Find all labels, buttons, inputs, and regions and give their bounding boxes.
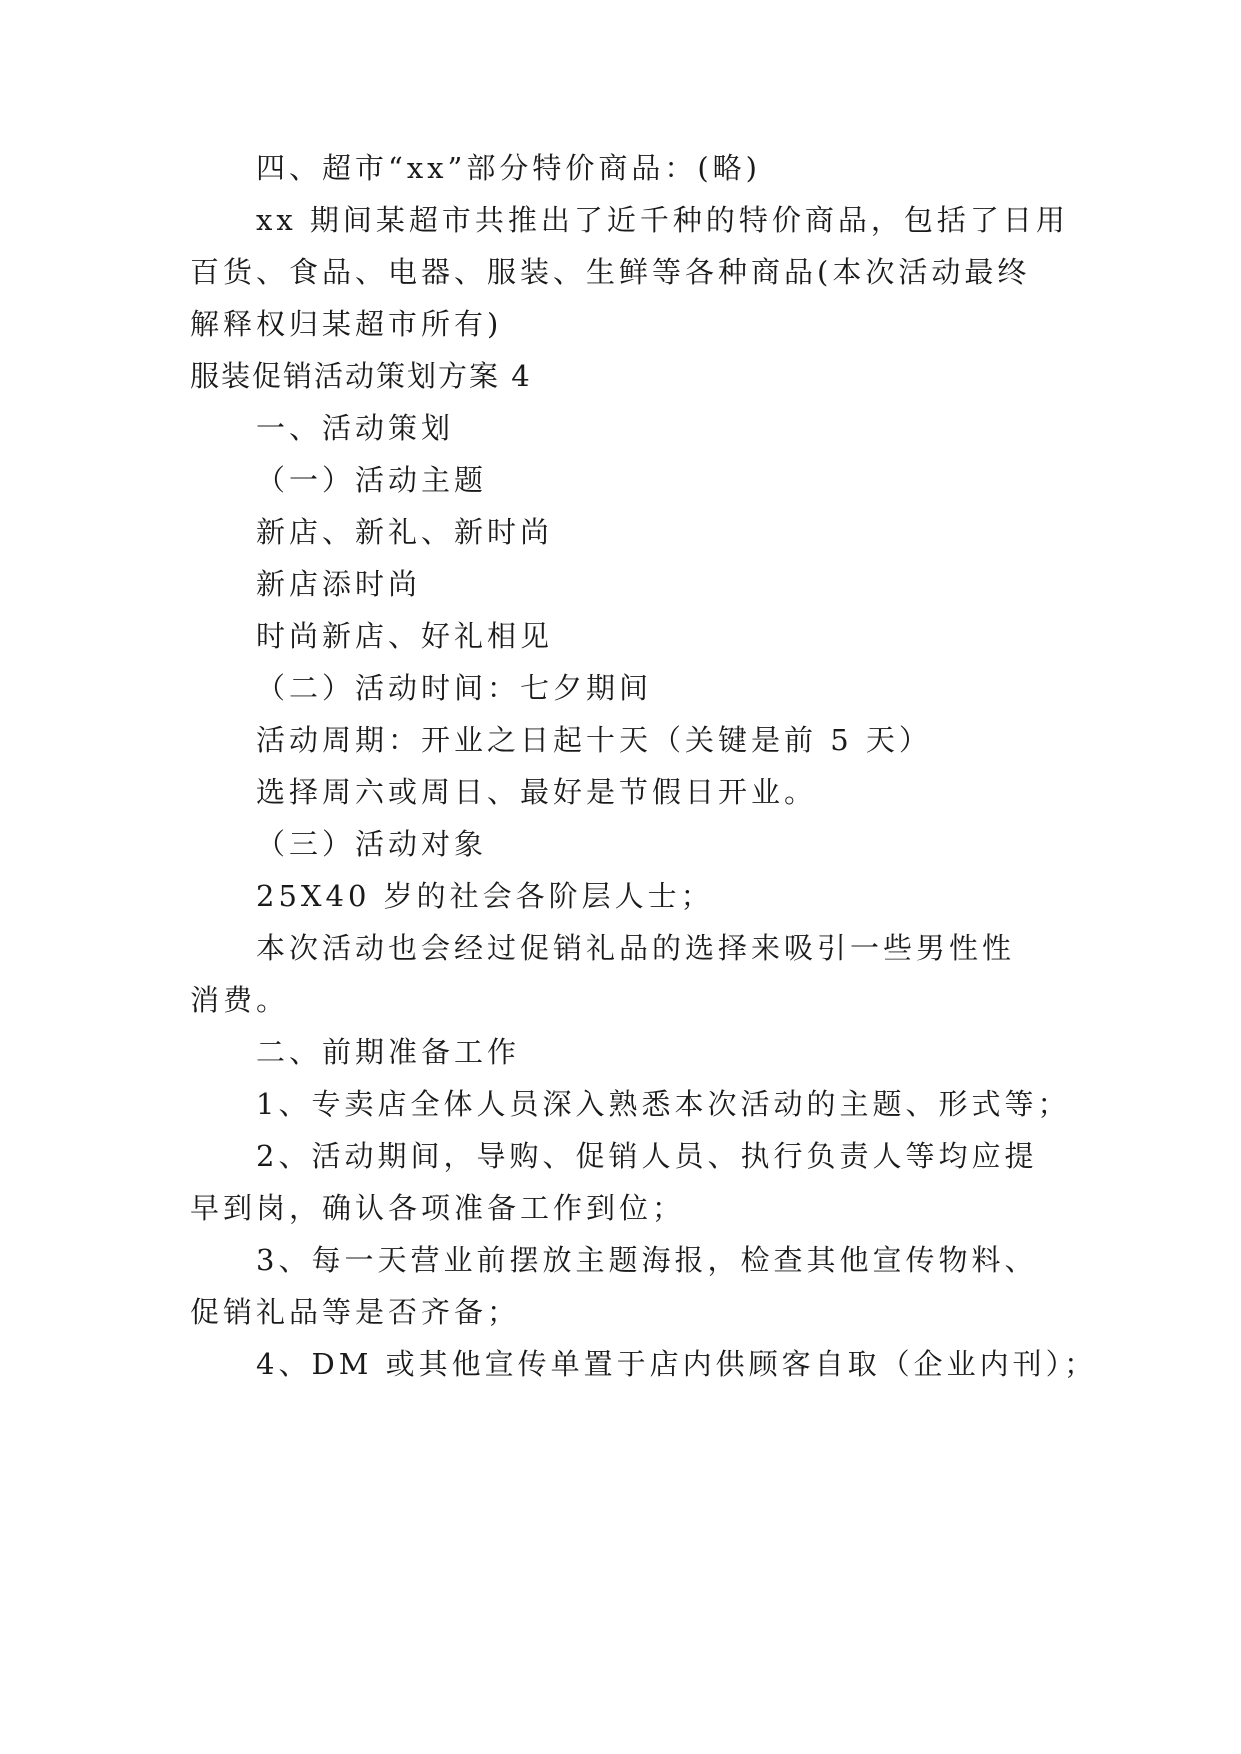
list-item: 1、专卖店全体人员深入熟悉本次活动的主题、形式等； — [256, 1087, 1071, 1121]
list-item: 2、活动期间，导购、促销人员、执行负责人等均应提 — [256, 1139, 1038, 1173]
list-item: 3、每一天营业前摆放主题海报，检查其他宣传物料、 — [256, 1243, 1038, 1277]
paragraph-line: xx 期间某超市共推出了近千种的特价商品，包括了日用 — [256, 203, 1069, 237]
subheading-audience: （三）活动对象 — [256, 827, 488, 861]
document-title: 服装促销活动策划方案 4 — [190, 359, 532, 393]
paragraph-line: 解释权归某超市所有) — [190, 307, 503, 341]
subheading-theme: （一）活动主题 — [256, 463, 488, 497]
list-item: 4、DM 或其他宣传单置于店内供顾客自取（企业内刊）； — [256, 1347, 1098, 1381]
paragraph-line: 早到岗，确认各项准备工作到位； — [190, 1191, 686, 1225]
paragraph-line: 促销礼品等是否齐备； — [190, 1295, 521, 1329]
subheading-time: （二）活动时间：七夕期间 — [256, 671, 653, 705]
section-heading-preparation: 二、前期准备工作 — [256, 1035, 521, 1069]
paragraph-line: 选择周六或周日、最好是节假日开业。 — [256, 775, 818, 809]
paragraph-line: 活动周期：开业之日起十天（关键是前 5 天） — [256, 723, 932, 757]
section-heading-activity-plan: 一、活动策划 — [256, 411, 455, 445]
paragraph-line: 新店、新礼、新时尚 — [256, 515, 554, 549]
paragraph-line: 本次活动也会经过促销礼品的选择来吸引一些男性性 — [256, 931, 1016, 965]
paragraph-line: 百货、食品、电器、服装、生鲜等各种商品(本次活动最终 — [190, 255, 1031, 289]
paragraph-line: 时尚新店、好礼相见 — [256, 619, 554, 653]
paragraph-line: 新店添时尚 — [256, 567, 422, 601]
section-heading-special-goods: 四、超市“xx”部分特价商品：(略) — [256, 151, 761, 185]
paragraph-line: 25X40 岁的社会各阶层人士； — [256, 879, 714, 913]
paragraph-line: 消费。 — [190, 983, 290, 1017]
